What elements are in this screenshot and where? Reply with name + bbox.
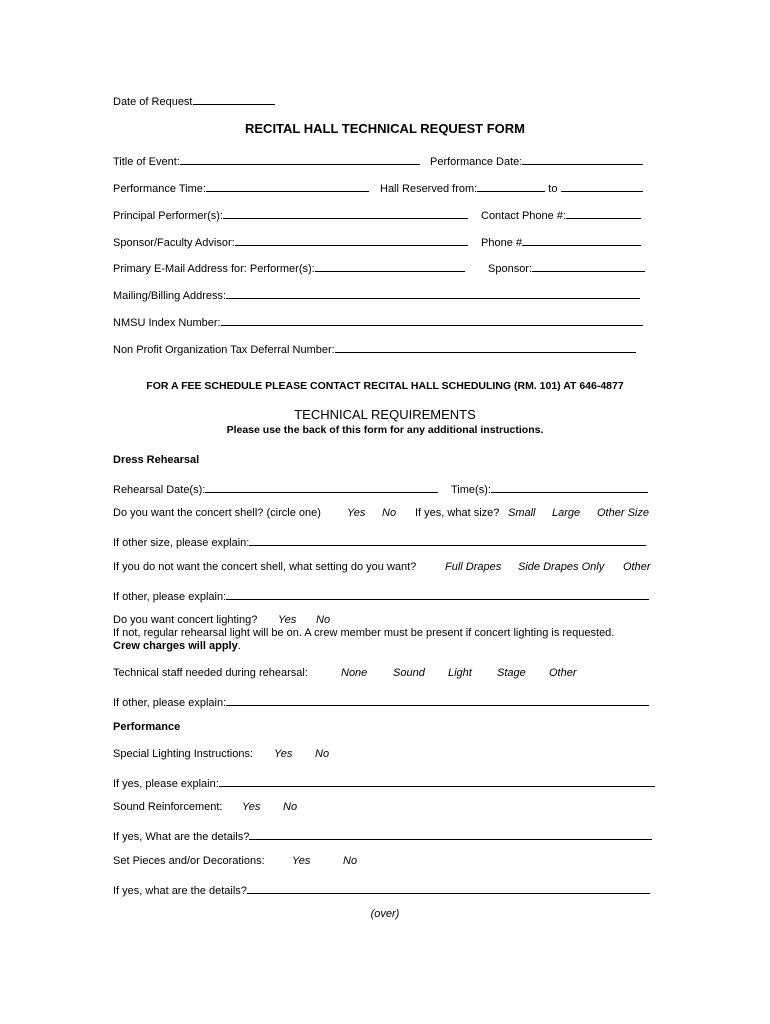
fee-notice: FOR A FEE SCHEDULE PLEASE CONTACT RECITAL HALL SCHEDULING (RM. 101) AT 646-4877 xyxy=(146,380,624,392)
crew-charges-period: . xyxy=(237,640,241,652)
rehearsal-dates-label: Rehearsal Date(s): xyxy=(113,484,206,496)
special-lighting-explain-label: If yes, please explain: xyxy=(113,778,219,790)
size-question: If yes, what size? xyxy=(415,507,500,519)
staff-stage-option[interactable]: Stage xyxy=(497,667,526,679)
title-of-event-label: Title of Event: xyxy=(113,156,180,168)
sponsor-email-label: Sponsor: xyxy=(488,263,533,275)
full-drapes-option[interactable]: Full Drapes xyxy=(445,561,502,573)
tax-deferral-row xyxy=(113,341,636,356)
sound-details-field[interactable] xyxy=(249,828,652,840)
sponsor-email-field[interactable] xyxy=(532,260,645,272)
date-of-request-label: Date of Request xyxy=(113,96,193,108)
date-of-request-row xyxy=(113,93,275,108)
performance-date-row xyxy=(430,153,643,168)
lighting-no-option[interactable]: No xyxy=(316,614,331,626)
other-setting-row xyxy=(113,588,649,603)
mailing-address-row xyxy=(113,287,640,302)
setting-other-option[interactable]: Other xyxy=(623,561,651,573)
form-title: RECITAL HALL TECHNICAL REQUEST FORM xyxy=(245,121,525,136)
shell-yes-option[interactable]: Yes xyxy=(347,507,366,519)
other-size-row xyxy=(113,534,646,549)
staff-other-field[interactable] xyxy=(226,694,649,706)
special-lighting-yes-option[interactable]: Yes xyxy=(274,748,293,760)
performance-time-field[interactable] xyxy=(206,180,369,192)
contact-phone-row xyxy=(481,207,641,222)
rehearsal-dates-row xyxy=(113,481,438,496)
other-size-label: If other size, please explain: xyxy=(113,537,250,549)
technical-subheading: Please use the back of this form for any additional instructions. xyxy=(226,424,544,436)
shell-question: Do you want the concert shell? (circle one) xyxy=(113,507,321,519)
dress-rehearsal-heading: Dress Rehearsal xyxy=(113,454,200,466)
staff-other-row xyxy=(113,694,649,709)
contact-phone-field[interactable] xyxy=(566,207,641,219)
shell-no-option[interactable]: No xyxy=(382,507,397,519)
special-lighting-question: Special Lighting Instructions: xyxy=(113,748,254,760)
staff-none-option[interactable]: None xyxy=(341,667,368,679)
title-of-event-field[interactable] xyxy=(180,153,420,165)
other-setting-label: If other, please explain: xyxy=(113,591,227,603)
crew-charges-text: Crew charges will apply xyxy=(113,640,238,652)
crew-charges-row xyxy=(113,640,241,652)
primary-email-row xyxy=(113,260,465,275)
performance-heading: Performance xyxy=(113,721,181,733)
principal-performers-row xyxy=(113,207,468,222)
hall-reserved-to-label: to xyxy=(548,183,558,195)
performer-email-field[interactable] xyxy=(315,260,465,272)
set-pieces-no-option[interactable]: No xyxy=(343,855,358,867)
side-drapes-option[interactable]: Side Drapes Only xyxy=(518,561,605,573)
title-of-event-row xyxy=(113,153,420,168)
principal-performers-field[interactable] xyxy=(223,207,468,219)
lighting-question: Do you want concert lighting? xyxy=(113,614,258,626)
tax-deferral-label: Non Profit Organization Tax Deferral Number: xyxy=(113,344,335,356)
sound-reinforcement-yes-option[interactable]: Yes xyxy=(242,801,261,813)
tax-deferral-field[interactable] xyxy=(335,341,636,353)
sponsor-advisor-label: Sponsor/Faculty Advisor: xyxy=(113,237,235,249)
primary-email-label: Primary E-Mail Address for: Performer(s): xyxy=(113,263,315,275)
set-pieces-yes-option[interactable]: Yes xyxy=(292,855,311,867)
special-lighting-explain-row xyxy=(113,775,655,790)
size-large-option[interactable]: Large xyxy=(552,507,581,519)
sponsor-advisor-field[interactable] xyxy=(235,234,468,246)
special-lighting-no-option[interactable]: No xyxy=(315,748,330,760)
hall-reserved-row xyxy=(380,180,643,195)
rehearsal-dates-field[interactable] xyxy=(205,481,438,493)
set-pieces-details-field[interactable] xyxy=(247,882,650,894)
other-size-field[interactable] xyxy=(249,534,646,546)
performance-time-row xyxy=(113,180,369,195)
nmsu-index-field[interactable] xyxy=(221,314,643,326)
other-setting-field[interactable] xyxy=(226,588,649,600)
set-pieces-question: Set Pieces and/or Decorations: xyxy=(113,855,265,867)
contact-phone-label: Contact Phone #: xyxy=(481,210,567,222)
date-of-request-field[interactable] xyxy=(193,93,275,105)
phone-label: Phone # xyxy=(481,237,522,249)
nmsu-index-label: NMSU Index Number: xyxy=(113,317,221,329)
sound-reinforcement-question: Sound Reinforcement: xyxy=(113,801,223,813)
rehearsal-time-field[interactable] xyxy=(491,481,648,493)
sound-reinforcement-no-option[interactable]: No xyxy=(283,801,298,813)
sponsor-email-row xyxy=(488,260,645,275)
performance-date-label: Performance Date: xyxy=(430,156,523,168)
sound-details-row xyxy=(113,828,652,843)
set-pieces-details-label: If yes, what are the details? xyxy=(113,885,247,897)
nmsu-index-row xyxy=(113,314,643,329)
size-small-option[interactable]: Small xyxy=(508,507,536,519)
technical-heading: TECHNICAL REQUIREMENTS xyxy=(294,407,476,422)
set-pieces-details-row xyxy=(113,882,650,897)
performance-time-label: Performance Time: xyxy=(113,183,206,195)
staff-sound-option[interactable]: Sound xyxy=(393,667,425,679)
performance-date-field[interactable] xyxy=(522,153,643,165)
lighting-note: If not, regular rehearsal light will be on. A crew member must be present if concert lighting is requested. xyxy=(113,627,615,639)
sound-details-label: If yes, What are the details? xyxy=(113,831,250,843)
staff-other-option[interactable]: Other xyxy=(549,667,577,679)
over-note: (over) xyxy=(370,908,400,920)
hall-reserved-label: Hall Reserved from: xyxy=(380,183,478,195)
staff-question: Technical staff needed during rehearsal: xyxy=(113,667,308,679)
phone-row xyxy=(481,234,641,249)
staff-other-label: If other, please explain: xyxy=(113,697,227,709)
special-lighting-explain-field[interactable] xyxy=(219,775,655,787)
hall-reserved-from-field[interactable] xyxy=(477,180,545,192)
mailing-address-field[interactable] xyxy=(226,287,640,299)
staff-light-option[interactable]: Light xyxy=(448,667,472,679)
lighting-yes-option[interactable]: Yes xyxy=(278,614,297,626)
sponsor-advisor-row xyxy=(113,234,468,249)
mailing-address-label: Mailing/Billing Address: xyxy=(113,290,227,302)
size-other-option[interactable]: Other Size xyxy=(597,507,649,519)
rehearsal-time-row xyxy=(451,481,648,496)
hall-reserved-to-field[interactable] xyxy=(561,180,643,192)
no-shell-question: If you do not want the concert shell, what setting do you want? xyxy=(113,561,417,573)
principal-performers-label: Principal Performer(s): xyxy=(113,210,224,222)
phone-field[interactable] xyxy=(522,234,641,246)
rehearsal-time-label: Time(s): xyxy=(451,484,491,496)
